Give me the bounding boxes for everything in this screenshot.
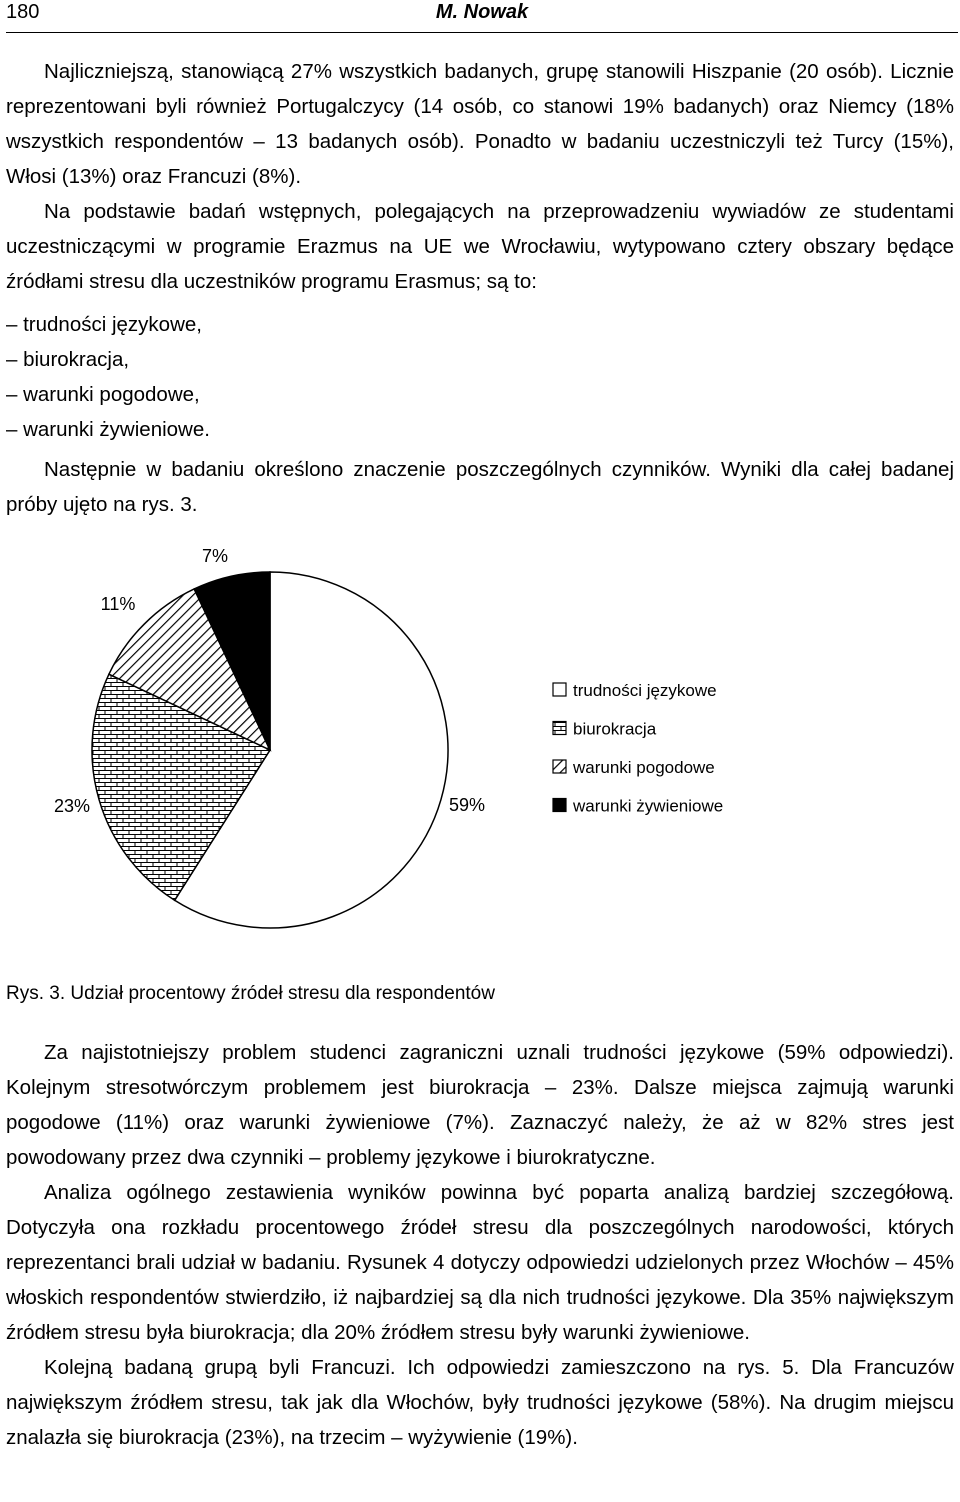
page-number: 180 bbox=[6, 1, 40, 23]
list-item: – trudności językowe, bbox=[6, 313, 202, 336]
pie-slice-label: 11% bbox=[100, 594, 136, 614]
pie-slice-label: 23% bbox=[53, 796, 91, 816]
pie-chart bbox=[0, 530, 960, 1020]
legend-swatch bbox=[553, 722, 566, 735]
legend-label: biurokracja bbox=[573, 719, 657, 739]
paragraph: Następnie w badaniu określono znaczenie poszczególnych czynników. Wyniki dla całej badanej próby ujęto na rys. 3. bbox=[6, 458, 954, 516]
figure-caption: Rys. 3. Udział procentowy źródeł stresu dla respondentów bbox=[6, 983, 495, 1004]
stress-sources-list bbox=[6, 307, 906, 447]
paragraph: Kolejną badaną grupą byli Francuzi. Ich odpowiedzi zamieszczono na rys. 5. Dla Francuzów największym źródłem stresu, tak jak dla Włochów, były trudności językowe (58%). Na drugim miejscu znalazła się biurokracja (23%), na trzecim – wyżywienie (19%). bbox=[6, 1356, 954, 1449]
running-title: M. Nowak bbox=[435, 1, 529, 23]
legend-label: warunki pogodowe bbox=[573, 758, 715, 777]
page-header bbox=[6, 0, 958, 33]
legend-label: trudności językowe bbox=[573, 681, 717, 700]
pie-slice-label: 59% bbox=[448, 795, 486, 815]
text-block-top bbox=[6, 54, 954, 299]
legend-swatch bbox=[553, 760, 566, 773]
paragraph: Za najistotniejszy problem studenci zagraniczni uznali trudności językowe (59% odpowiedzi). Kolejnym stresotwórczym problemem jest biurokracja – 23%. Dalsze miejsca zajmują warunki pogodowe (11%) oraz warunki żywieniowe (7%). Zaznaczyć należy, że aż w 82% stres jest powodowany przez dwa czynniki – problemy językowe i biurokratyczne. bbox=[6, 1041, 954, 1169]
text-block-middle bbox=[6, 452, 954, 522]
paragraph: Na podstawie badań wstępnych, polegających na przeprowadzeniu wywiadów ze studentami uczestniczącymi w programie Erazmus na UE we Wrocławiu, wytypowano cztery obszary będące źródłami stresu dla uczestników programu Erasmus; są to: bbox=[6, 200, 954, 293]
legend-swatch bbox=[553, 799, 566, 812]
paragraph: Analiza ogólnego zestawienia wyników powinna być poparta analizą bardziej szczegółową. Dotyczyła ona rozkładu procentowego źródeł stresu dla poszczególnych narodowości, których reprezentanci brali udział w badaniu. Rysunek 4 dotyczy odpowiedzi udzielonych przez Włochów – 45% włoskich respondentów stwierdziło, iż najbardziej są dla nich trudności językowe. Dla 35% największym źródłem stresu była biurokracja; dla 20% źródłem stresu były warunki żywieniowe. bbox=[6, 1181, 954, 1344]
text-block-bottom bbox=[6, 1035, 954, 1455]
pie-slice-label: 7% bbox=[201, 546, 229, 566]
list-item: – warunki pogodowe, bbox=[6, 383, 200, 406]
legend-label: warunki żywieniowe bbox=[573, 796, 724, 816]
legend-swatch bbox=[553, 683, 566, 696]
pie-chart-figure bbox=[0, 530, 960, 1020]
list-item: – warunki żywieniowe. bbox=[6, 418, 210, 441]
list-item: – biurokracja, bbox=[6, 348, 130, 371]
paragraph: Najliczniejszą, stanowiącą 27% wszystkich badanych, grupę stanowili Hiszpanie (20 osób). Licznie reprezentowani byli również Portugalczycy (14 osób, co stanowi 19% badanych) oraz Niemcy (18% wszystkich respondentów – 13 badanych osób). Ponadto w badaniu uczestniczyli też Turcy (15%), Włosi (13%) oraz Francuzi (8%). bbox=[6, 60, 954, 188]
